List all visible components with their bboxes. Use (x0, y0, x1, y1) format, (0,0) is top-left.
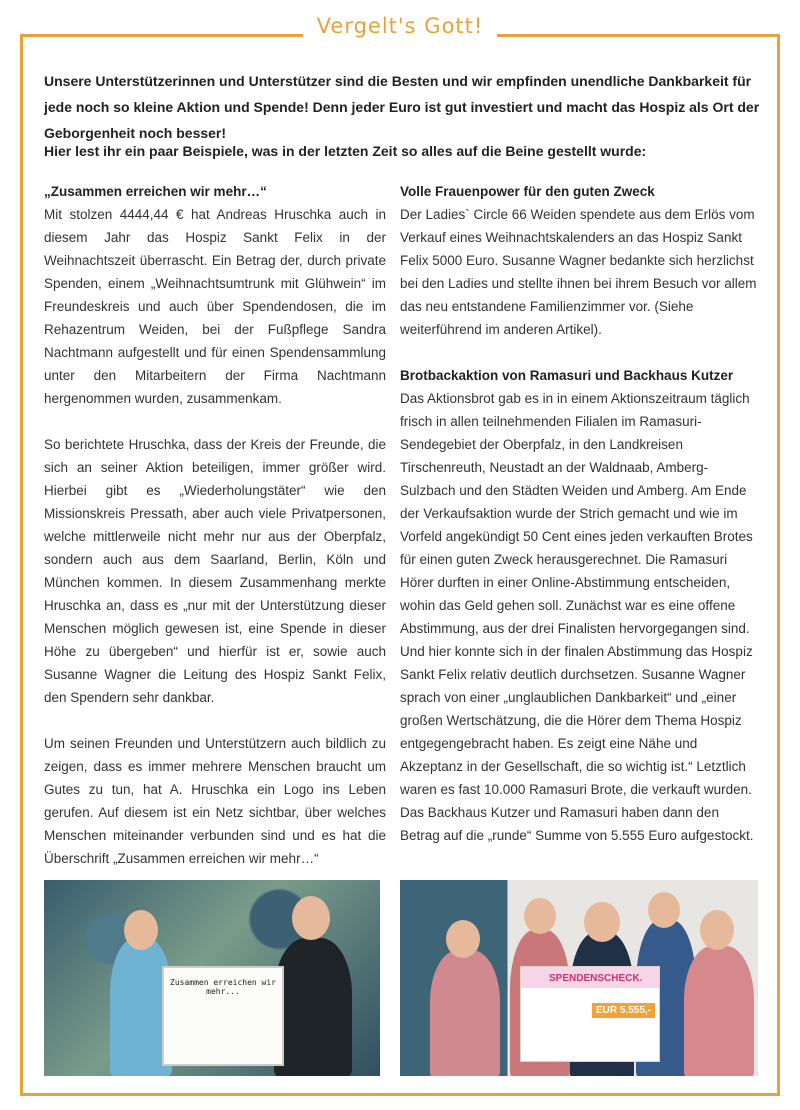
photo-spendenscheck (400, 880, 758, 1076)
intro-text: Unsere Unterstützerinnen und Unterstützer sind die Besten und wir empfinden unendliche Dankbarkeit für jede noch so kleine Aktion und Spende! Denn jeder Euro ist gut investiert und macht das Hospiz als Ort der Geborgenheit noch besser! (44, 73, 760, 141)
article-paragraph: Der Ladies` Circle 66 Weiden spendete aus dem Erlös vom Verkauf eines Weihnachtskalenders an das Hospiz Sankt Felix 5000 Euro. Susanne Wagner bedankte sich herzlichst bei den Ladies und stellte ihnen bei ihrem Besuch vor allem das neu entstandene Familienzimmer vor. (Siehe weiterführend im anderen Artikel). (400, 207, 757, 337)
article-paragraph: So berichtete Hruschka, dass der Kreis der Freunde, die sich an seiner Aktion beteiligen, immer größer wird. Hierbei gibt es „Wiederholungstäter“ wie den Missionskreis Pressath, aber auch viele Privatpersonen, welche mittlerweile nicht mehr nur aus der Oberpfalz, sondern auch aus dem Saarland, Berlin, Köln und München kommen. In diesem Zusammenhang merkte Hruschka an, dass es „nur mit der Unterstützung dieser Menschen möglich gewesen ist, eine Spende in dieser Höhe zu übergeben“ und hierfür ist er, sowie auch Susanne Wagner die Leitung des Hospiz Sankt Felix, den Spendern sehr dankbar. (44, 437, 386, 705)
right-column (400, 180, 760, 870)
person-head (524, 898, 556, 934)
photo-donation-hruschka (44, 880, 380, 1076)
logo-sign: Zusammen erreichen wir mehr... (162, 966, 284, 1066)
intro-examples: Hier lest ihr ein paar Beispiele, was in der letzten Zeit so alles auf die Beine gestellt wurde: (44, 143, 647, 159)
article-paragraph: Das Aktionsbrot gab es in in einem Aktionszeitraum täglich frisch in allen teilnehmenden Filialen im Ramasuri-Sendegebiet der Oberpfalz, in den Landkreisen Tirschenreuth, Neustadt an der Waldnaab, Amberg-Sulzbach und den Städten Weiden und Amberg. Am Ende der Verkaufsaktion wurde der Strich gemacht und wie im Vorfeld angekündigt 50 Cent eines jeden verkauften Brotes für einen guten Zweck herausgerechnet. Die Ramasuri Hörer durften in einer Online-Abstimmung entscheiden, wohin das Geld gehen soll. Zunächst war es eine offene Abstimmung, aus der drei Finalisten hervorgegangen sind. Und hier konnte sich in der finalen Abstimmung das Hospiz Sankt Felix relativ deutlich durchsetzen. Susanne Wagner sprach von einer „unglaublichen Dankbarkeit“ und „einer großen Wertschätzung, die die Hörer dem Thema Hospiz entgegengebracht haben. Es zeigt eine Nähe und Akzeptanz in der Gesellschaft, die so wichtig ist.“ Letztlich waren es fast 10.000 Ramasuri Brote, die verkauft wurden. Das Backhaus Kutzer und Ramasuri haben dann den Betrag auf die „runde“ Summe von 5.555 Euro aufgestockt. (400, 391, 754, 843)
person-head (700, 910, 734, 950)
person-woman (684, 946, 754, 1076)
person-man (274, 938, 352, 1076)
article-heading-ladies: Volle Frauenpower für den guten Zweck (400, 184, 655, 199)
cheque-amount: EUR 5.555,- (592, 1003, 655, 1018)
left-column (44, 180, 386, 893)
person-head (648, 892, 680, 928)
article-paragraph: Um seinen Freunden und Unterstützern auch bildlich zu zeigen, dass es immer mehrere Menschen braucht um Gutes zu tun, hat A. Hruschka ein Logo ins Leben gerufen. Auf diesem ist ein Netz sichtbar, über welches Menschen miteinander verbunden sind und es hat die Überschrift „Zusammen erreichen wir mehr…“ (44, 736, 386, 866)
person-head (124, 910, 158, 950)
person-head (446, 920, 480, 958)
page-title: Vergelt's Gott! (303, 14, 498, 38)
article-heading-hruschka: „Zusammen erreichen wir mehr…“ (44, 184, 267, 199)
cheque-title: SPENDENSCHECK. (521, 967, 659, 988)
article-paragraph: Mit stolzen 4444,44 € hat Andreas Hruschka auch in diesem Jahr das Hospiz Sankt Felix in der Weihnachtszeit überrascht. Ein Betrag der, durch private Spenden, einem „Weihnachtsumtrunk mit Glühwein“ im Freundeskreis und auch über Spendendosen, die im Rehazentrum Weiden, bei der Fußpflege Sandra Nachtmann aufgestellt und für einen Spendensammlung unter den Mitarbeitern der Firma Nachtmann hergenommen wurden, zusammenkam. (44, 207, 386, 406)
title-wrap (0, 14, 800, 38)
article-heading-brotbackaktion: Brotbackaktion von Ramasuri und Backhaus Kutzer (400, 368, 734, 383)
person-woman (430, 950, 500, 1076)
donation-cheque (520, 966, 660, 1062)
person-head (584, 902, 620, 942)
person-head (292, 896, 330, 940)
